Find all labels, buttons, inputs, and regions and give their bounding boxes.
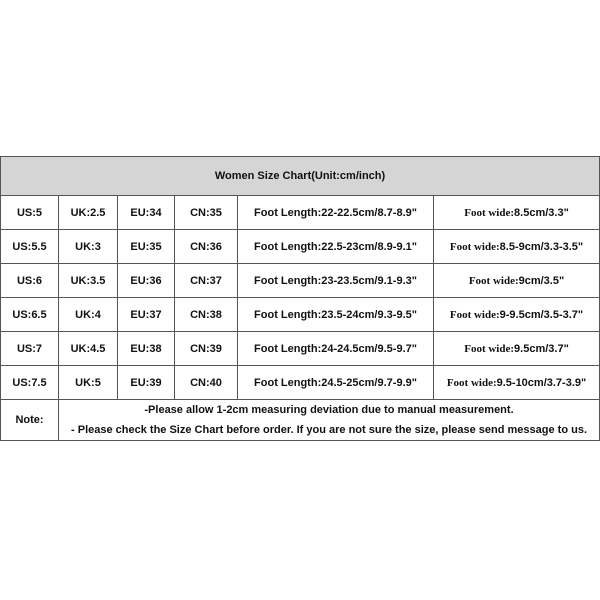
foot-wide-label: Foot wide:: [468, 274, 519, 287]
uk-size-cell: UK:3: [59, 230, 118, 264]
uk-size-cell: UK:5: [59, 366, 118, 400]
size-row: [1, 230, 600, 264]
cn-size-cell: CN:35: [175, 196, 238, 230]
foot-length-cell: Foot Length:22.5-23cm/8.9-9.1": [238, 230, 434, 264]
foot-wide-label: Foot wide:: [449, 240, 500, 253]
uk-size-cell: UK:4: [59, 298, 118, 332]
size-row: [1, 332, 600, 366]
foot-wide-cell: [434, 332, 600, 366]
foot-length-cell: Foot Length:23.5-24cm/9.3-9.5": [238, 298, 434, 332]
size-row: [1, 366, 600, 400]
foot-length-cell: Foot Length:24-24.5cm/9.5-9.7": [238, 332, 434, 366]
cn-size-cell: CN:39: [175, 332, 238, 366]
us-size-cell: US:7: [1, 332, 59, 366]
us-size-cell: US:7.5: [1, 366, 59, 400]
us-size-cell: US:5.5: [1, 230, 59, 264]
uk-size-cell: UK:2.5: [59, 196, 118, 230]
us-size-cell: US:5: [1, 196, 59, 230]
foot-length-cell: Foot Length:24.5-25cm/9.7-9.9": [238, 366, 434, 400]
note-label: Note:: [1, 400, 59, 441]
foot-wide-value: 9.5cm/3.7": [514, 342, 569, 355]
us-size-cell: US:6: [1, 264, 59, 298]
cn-size-cell: CN:38: [175, 298, 238, 332]
foot-wide-label: Foot wide:: [464, 206, 515, 219]
eu-size-cell: EU:37: [118, 298, 175, 332]
eu-size-cell: EU:38: [118, 332, 175, 366]
cn-size-cell: CN:36: [175, 230, 238, 264]
us-size-cell: US:6.5: [1, 298, 59, 332]
foot-wide-value: 8.5cm/3.3": [514, 206, 569, 219]
eu-size-cell: EU:35: [118, 230, 175, 264]
foot-length-cell: Foot Length:23-23.5cm/9.1-9.3": [238, 264, 434, 298]
size-row: [1, 196, 600, 230]
foot-wide-value: 9.5-10cm/3.7-3.9": [496, 376, 587, 389]
foot-wide-label: Foot wide:: [446, 376, 497, 389]
foot-wide-label: Foot wide:: [464, 342, 515, 355]
size-row: [1, 298, 600, 332]
eu-size-cell: EU:39: [118, 366, 175, 400]
foot-wide-cell: [434, 298, 600, 332]
foot-wide-cell: [434, 264, 600, 298]
note-line: -Please allow 1-2cm measuring deviation due to manual measurement.: [144, 404, 514, 416]
size-chart-table: [0, 156, 600, 441]
foot-length-cell: Foot Length:22-22.5cm/8.7-8.9": [238, 196, 434, 230]
eu-size-cell: EU:34: [118, 196, 175, 230]
foot-wide-value: 8.5-9cm/3.3-3.5": [499, 240, 584, 253]
uk-size-cell: UK:4.5: [59, 332, 118, 366]
note-text: [59, 400, 600, 441]
foot-wide-cell: [434, 196, 600, 230]
title-row: [1, 157, 600, 196]
note-row: [1, 400, 600, 441]
chart-title: Women Size Chart(Unit:cm/inch): [1, 157, 600, 196]
foot-wide-value: 9-9.5cm/3.5-3.7": [499, 308, 584, 321]
uk-size-cell: UK:3.5: [59, 264, 118, 298]
eu-size-cell: EU:36: [118, 264, 175, 298]
foot-wide-cell: [434, 366, 600, 400]
foot-wide-cell: [434, 230, 600, 264]
size-row: [1, 264, 600, 298]
cn-size-cell: CN:40: [175, 366, 238, 400]
foot-wide-value: 9cm/3.5": [518, 274, 565, 287]
note-line: - Please check the Size Chart before order. If you are not sure the size, please send message to us.: [71, 424, 587, 436]
cn-size-cell: CN:37: [175, 264, 238, 298]
foot-wide-label: Foot wide:: [449, 308, 500, 321]
